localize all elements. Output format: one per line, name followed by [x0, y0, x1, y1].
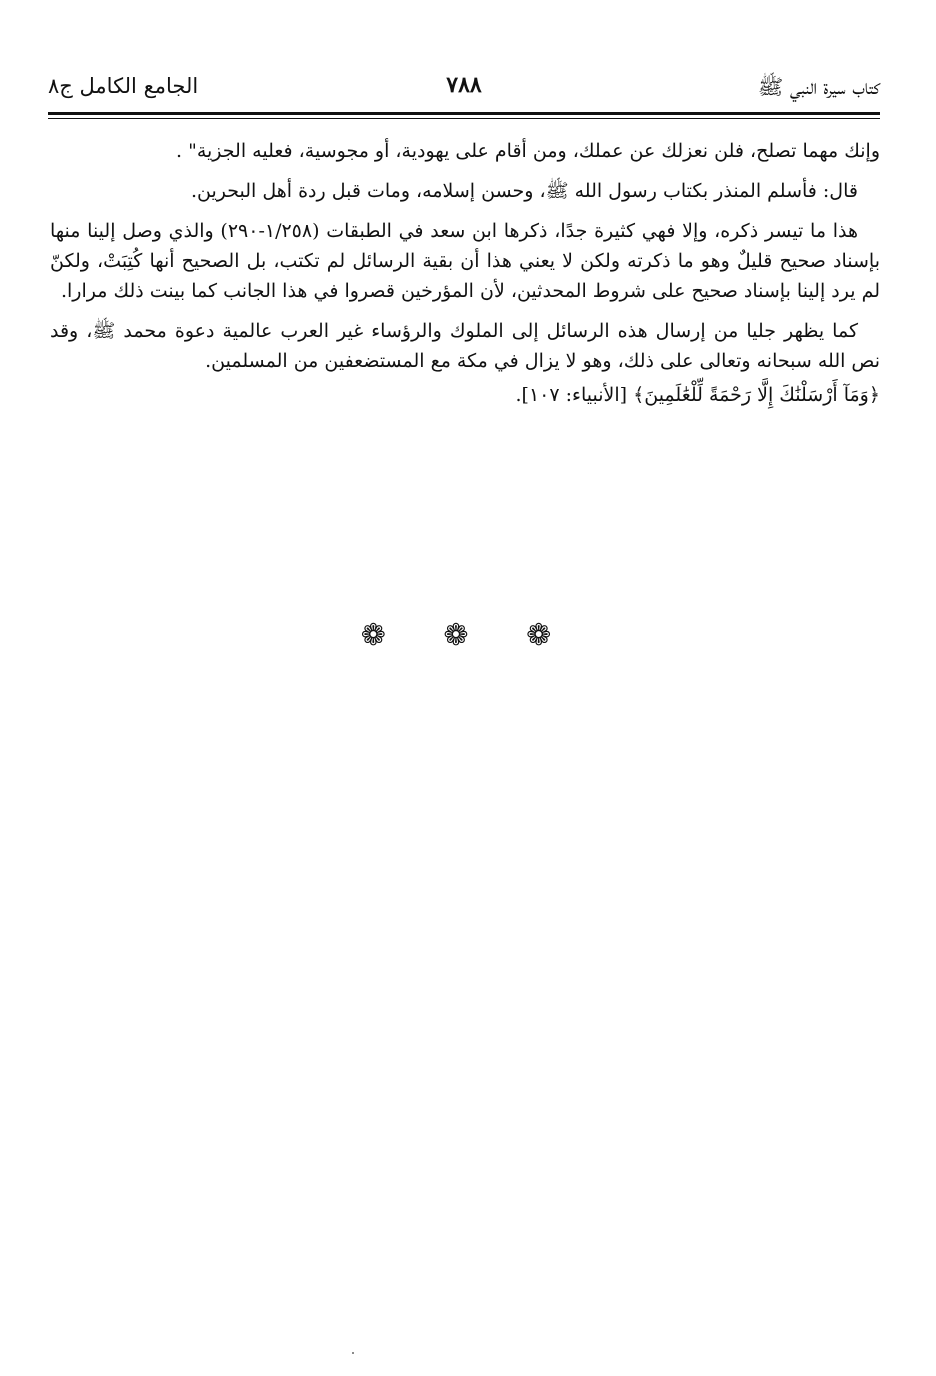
page-number: ٧٨٨: [446, 72, 482, 98]
volume-title: الجامع الكامل ج٨: [48, 74, 199, 98]
section-end-ornament: ❁ ❁ ❁: [360, 618, 576, 653]
paragraph-2: قال: فأسلم المنذر بكتاب رسول الله ﷺ، وحسن إسلامه، ومات قبل ردة أهل البحرين.: [190, 180, 858, 202]
verse-line: [50, 380, 880, 410]
paragraph-1: وإنك مهما تصلح، فلن نعزلك عن عملك، ومن أقام على يهودية، أو مجوسية، فعليه الجزية" .: [176, 140, 880, 162]
quran-verse: ﴿وَمَآ أَرْسَلْنَٰكَ إِلَّا رَحْمَةً لِّلْعَٰلَمِينَ﴾: [633, 384, 880, 406]
header-rule-thin: [48, 118, 880, 119]
book-title: كتاب سيرة النبي ﷺ: [757, 75, 880, 99]
paragraph-3: هذا ما تيسر ذكره، وإلا فهي كثيرة جدًا، ذكرها ابن سعد في الطبقات (١/٢٥٨-٢٩٠) والذي وصل إلينا منها بإسناد صحيح قليلٌ وهو ما ذكرته ولكن لا يعني هذا أن بقية الرسائل لم تكتب، بل الصحيح أنها كُتِبَتْ، ولكنّ لم يرد إلينا بإسناد صحيح على شروط المحدثين، لأن المؤرخين قصروا في هذا الجانب كما بينت ذلك مرارا.: [50, 220, 880, 302]
header-rule-thick: [48, 112, 880, 115]
page-header: [48, 70, 880, 110]
page-body: [50, 136, 880, 420]
verse-reference: [الأنبياء: ١٠٧].: [515, 384, 628, 406]
paragraph-4: كما يظهر جليا من إرسال هذه الرسائل إلى الملوك والرؤساء غير العرب عالمية دعوة محمد ﷺ، وقد نص الله سبحانه وتعالى على ذلك، وهو لا يزال في مكة مع المستضعفين من المسلمين.: [50, 320, 880, 372]
scan-speck: [352, 1352, 354, 1354]
